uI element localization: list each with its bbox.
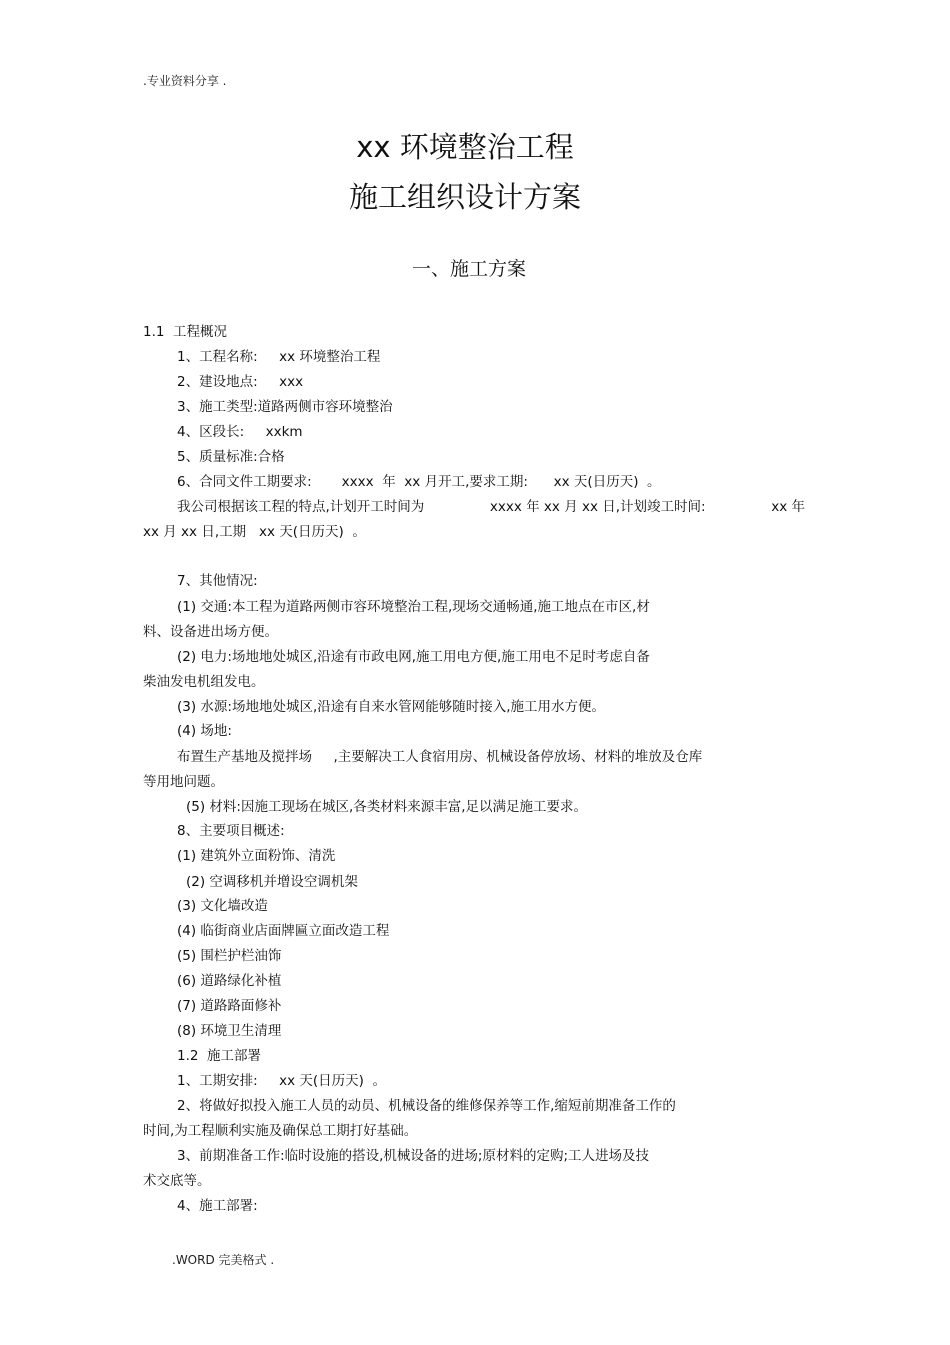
quality-standard: 5、质量标准:合格 (177, 449, 285, 465)
project-item: (8) 环境卫生清理 (177, 1023, 282, 1039)
project-item: (1) 建筑外立面粉饰、清洗 (177, 848, 336, 864)
plan-paragraph-line-1 (177, 498, 805, 516)
section-heading: 一、施工方案 (411, 258, 526, 280)
project-name: 1、工程名称: xx 环境整治工程 (177, 349, 381, 365)
traffic-line-2: 料、设备进出场方便。 (143, 624, 278, 640)
project-length: 4、区段长: xxkm (177, 424, 303, 440)
page-header: .专业资料分享 . (143, 74, 227, 88)
power-line-2: 柴油发电机组发电。 (143, 674, 265, 690)
document-title-line-2: 施工组织设计方案 (348, 180, 581, 214)
preparation-line-2: 时间,为工程顺利实施及确保总工期打好基础。 (143, 1123, 418, 1139)
project-item: (2) 空调移机并增设空调机架 (186, 874, 358, 890)
site-line-1: 布置生产基地及搅拌场 ,主要解决工人食宿用房、机械设备停放场、材料的堆放及仓库 (177, 749, 703, 765)
project-item: (5) 围栏护栏油饰 (177, 948, 282, 964)
site-line-2: 等用地问题。 (143, 774, 224, 790)
plan-part-1: 我公司根据该工程的特点,计划开工时间为 (177, 499, 425, 515)
deployment-heading: 4、施工部署: (177, 1198, 258, 1214)
project-item: (7) 道路路面修补 (177, 998, 282, 1014)
project-item: (6) 道路绿化补植 (177, 973, 282, 989)
contract-schedule: 6、合同文件工期要求: xxxx 年 xx 月开工,要求工期: xx 天(日历天) 。 (177, 474, 661, 490)
other-conditions-heading: 7、其他情况: (177, 573, 258, 589)
power-line-1: (2) 电力:场地地处城区,沿途有市政电网,施工用电方便,施工用电不足时考虑自备 (177, 649, 650, 665)
project-type: 3、施工类型:道路两侧市容环境整治 (177, 399, 393, 415)
plan-paragraph-line-2: xx 月 xx 日,工期 xx 天(日历天) 。 (143, 524, 366, 540)
projects-heading: 8、主要项目概述: (177, 823, 285, 839)
material-line: (5) 材料:因施工现场在城区,各类材料来源丰富,足以满足施工要求。 (186, 799, 588, 815)
page-footer: .WORD 完美格式 . (172, 1253, 275, 1267)
schedule-line: 1、工期安排: xx 天(日历天) 。 (177, 1073, 386, 1089)
site-heading: (4) 场地: (177, 723, 232, 739)
early-work-line-1: 3、前期准备工作:临时设施的搭设,机械设备的进场;原材料的定购;工人进场及技 (177, 1148, 650, 1164)
plan-part-2: xxxx 年 xx 月 xx 日,计划竣工时间: (489, 499, 706, 515)
subsection-1-1-heading: 1.1 工程概况 (143, 324, 228, 340)
traffic-line-1: (1) 交通:本工程为道路两侧市容环境整治工程,现场交通畅通,施工地点在市区,材 (177, 599, 650, 615)
project-item: (4) 临街商业店面牌匾立面改造工程 (177, 923, 390, 939)
water-line: (3) 水源:场地地处城区,沿途有自来水管网能够随时接入,施工用水方便。 (177, 699, 606, 715)
document-title-line-1: xx 环境整治工程 (356, 130, 574, 164)
plan-part-3: xx 年 (771, 499, 805, 515)
project-item: (3) 文化墙改造 (177, 898, 268, 914)
project-location: 2、建设地点: xxx (177, 374, 304, 390)
preparation-line-1: 2、将做好拟投入施工人员的动员、机械设备的维修保养等工作,缩短前期准备工作的 (177, 1098, 676, 1114)
early-work-line-2: 术交底等。 (143, 1173, 211, 1189)
subsection-1-2-heading: 1.2 施工部署 (177, 1048, 262, 1064)
